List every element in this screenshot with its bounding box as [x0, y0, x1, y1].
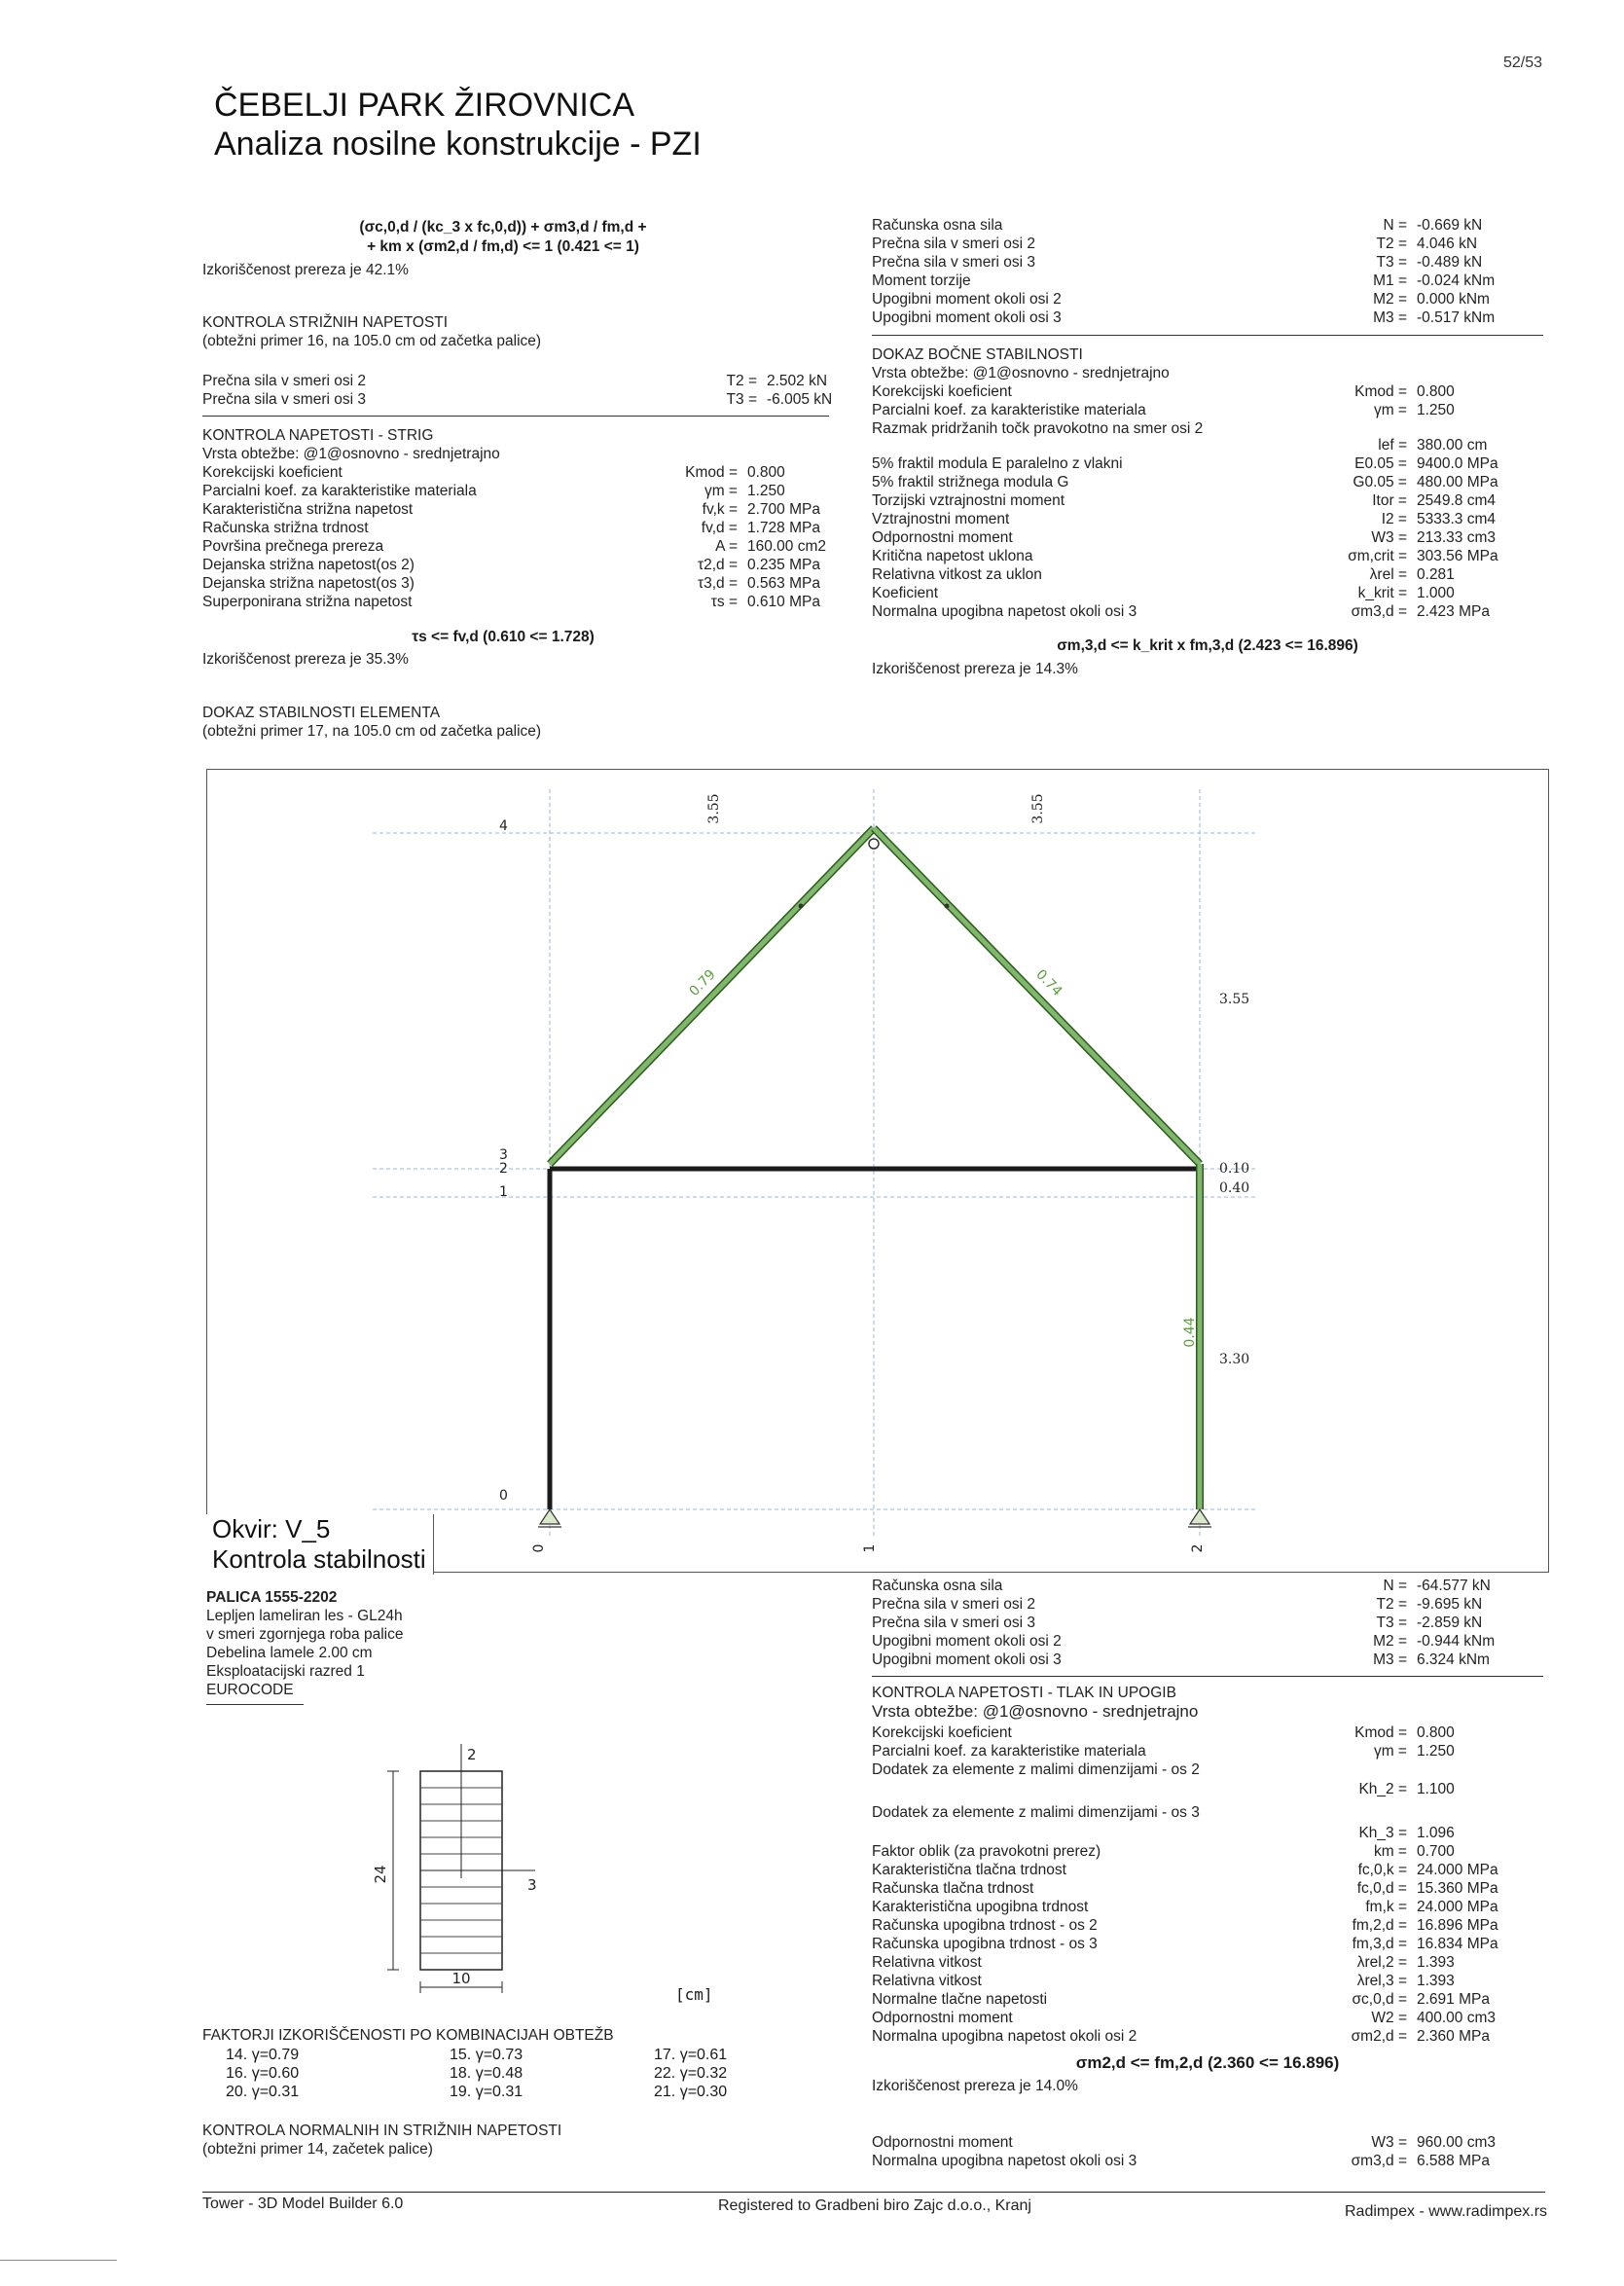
kv-value: 4.046 kN — [1417, 236, 1478, 252]
kv-value: 2.700 MPa — [747, 501, 820, 518]
factor-cell: 15. γ=0.73 — [450, 2047, 523, 2063]
kv-label: 5% fraktil modula E paralelno z vlakni — [872, 455, 1123, 472]
cross-section-svg — [370, 1732, 564, 2014]
kv-label: Karakteristična strižna napetost — [202, 501, 414, 518]
kv-symbol: λrel,3 = — [1356, 1973, 1407, 1989]
kv-label: Superponirana strižna napetost — [202, 594, 413, 610]
kv-label: Koeficient — [872, 585, 939, 601]
normal-check-title: KONTROLA NORMALNIH IN STRIŽNIH NAPETOSTI — [202, 2123, 562, 2139]
kv-symbol: I2 = — [1381, 511, 1407, 527]
kv-label: Prečna sila v smeri osi 3 — [872, 254, 1035, 271]
level-label: 4 — [499, 818, 508, 834]
kv-symbol: Itor = — [1372, 492, 1407, 509]
kv-value: 0.800 — [1417, 1724, 1455, 1741]
kv-symbol: T2 = — [1376, 236, 1407, 252]
kv-value: -0.024 kNm — [1417, 272, 1496, 289]
page-number: 52/53 — [1502, 54, 1542, 71]
footer-rule — [202, 2192, 1545, 2193]
kv-symbol: fm,3,d = — [1352, 1936, 1407, 1952]
kv-symbol: τ2,d = — [697, 557, 738, 573]
kv-label: Korekcijski koeficient — [872, 383, 1012, 400]
kv-symbol: fm,2,d = — [1352, 1917, 1407, 1934]
kv-value: 1.250 — [1417, 1743, 1455, 1760]
kv-value: 16.896 MPa — [1417, 1917, 1498, 1934]
stress-title: KONTROLA NAPETOSTI - STRIG — [202, 427, 434, 444]
shear-case: (obtežni primer 16, na 105.0 cm od začetka palice) — [202, 333, 542, 349]
kv-symbol: fv,d = — [701, 520, 738, 536]
kv-label: Relativna vitkost za uklon — [872, 566, 1042, 583]
combined-formula-line-2: + km x (σm2,d / fm,d) <= 1 (0.421 <= 1) — [367, 238, 639, 255]
factors-table — [226, 2046, 771, 2101]
kv-label: Parcialni koef. za karakteristike materiala — [202, 483, 477, 499]
kv-label: Odpornostni moment — [872, 529, 1013, 546]
kv-value: 0.610 MPa — [747, 594, 820, 610]
kv-symbol: Kmod = — [1354, 383, 1407, 400]
normal-check-section — [202, 2122, 561, 2159]
right-dim-label: 0.40 — [1219, 1180, 1250, 1196]
kv-label: Vztrajnostni moment — [872, 511, 1010, 527]
kv-symbol: N = — [1383, 1578, 1407, 1594]
kv-label: Parcialni koef. za karakteristike materiala — [872, 1743, 1146, 1760]
tlak-formula: σm2,d <= fm,2,d (2.360 <= 16.896) — [1075, 2053, 1340, 2072]
kv-value: 0.800 — [1417, 383, 1455, 400]
dodatek-2: Dodatek za elemente z malimi dimenzijami - os 2 — [872, 1761, 1200, 1778]
tlak-title: KONTROLA NAPETOSTI - TLAK IN UPOGIB — [872, 1685, 1176, 1701]
tlak-table-b — [872, 1842, 1524, 2046]
footer-right: Radimpex - www.radimpex.rs — [1345, 2203, 1548, 2220]
ridge-node — [869, 839, 879, 849]
stress-utilization: Izkoriščenost prereza je 35.3% — [202, 651, 409, 668]
divider — [872, 335, 1543, 336]
kv-symbol: γm = — [1373, 1743, 1407, 1760]
stability-section — [202, 704, 541, 741]
member-line: Debelina lamele 2.00 cm — [206, 1645, 373, 1661]
factor-cell: 22. γ=0.32 — [654, 2065, 728, 2082]
level-label: 1 — [499, 1184, 508, 1200]
kv-symbol: γm = — [1373, 402, 1407, 418]
frame-caption — [206, 1514, 434, 1575]
load-case: Vrsta obtežbe: @1@osnovno - srednjetrajno — [202, 446, 500, 462]
frame-title: Okvir: V_5 — [212, 1514, 331, 1543]
kv-value: 2549.8 cm4 — [1417, 492, 1496, 509]
kv-label: Torzijski vztrajnostni moment — [872, 492, 1065, 509]
kv-symbol: E0.05 = — [1354, 455, 1407, 472]
kv-symbol: T3 = — [1376, 254, 1407, 271]
left-support-icon — [540, 1509, 559, 1524]
factor-cell: 19. γ=0.31 — [450, 2084, 523, 2100]
tlak-section — [872, 1684, 1198, 1721]
kv-label: Prečna sila v smeri osi 2 — [202, 373, 366, 389]
kv-label: Računska strižna trdnost — [202, 520, 369, 536]
frame-svg — [207, 770, 1547, 1571]
frame-subtitle: Kontrola stabilnosti — [212, 1544, 426, 1574]
kv-label: Dejanska strižna napetost(os 2) — [202, 557, 415, 573]
kv-value: 303.56 MPa — [1417, 548, 1498, 564]
right-rafter — [874, 828, 1200, 1164]
lateral-table-a — [872, 382, 1514, 438]
right-support-icon — [1190, 1509, 1209, 1524]
kh2-row — [872, 1780, 1524, 1798]
kv-value: 1.000 — [1417, 585, 1455, 601]
node-dot — [799, 904, 804, 909]
kv-symbol: fm,k = — [1365, 1899, 1407, 1915]
kv-value: -2.859 kN — [1417, 1615, 1483, 1631]
lateral-formula: σm,3,d <= k_krit x fm,3,d (2.423 <= 16.896) — [1057, 637, 1358, 654]
kv-value: 24.000 MPa — [1417, 1899, 1498, 1915]
kv-symbol: Kmod = — [1354, 1724, 1407, 1741]
tlak-table-a — [872, 1724, 1524, 1760]
kv-value: 16.834 MPa — [1417, 1936, 1498, 1952]
kh3-row — [872, 1824, 1524, 1842]
kv-value: 380.00 cm — [1417, 437, 1488, 454]
factor-cell: 20. γ=0.31 — [226, 2084, 300, 2100]
kv-value: 24.000 MPa — [1417, 1862, 1498, 1878]
kv-symbol: σm,crit = — [1348, 548, 1407, 564]
level-label: 2 — [499, 1161, 508, 1177]
member-line: EUROCODE — [206, 1682, 294, 1698]
right-forces-table — [872, 216, 1514, 327]
divider — [202, 416, 829, 417]
footer-center: Registered to Gradbeni biro Zajc d.o.o., Kranj — [718, 2197, 1031, 2214]
scan-mark — [0, 2260, 117, 2261]
kv-value: 6.588 MPa — [1417, 2153, 1490, 2169]
kv-symbol: τs = — [710, 594, 738, 610]
factor-cell: 14. γ=0.79 — [226, 2047, 300, 2063]
kv-value: 1.393 — [1417, 1954, 1455, 1971]
kv-symbol: Kmod = — [685, 464, 738, 481]
kv-value: 0.235 MPa — [747, 557, 820, 573]
lateral-table-b — [872, 454, 1514, 621]
load-case: Vrsta obtežbe: @1@osnovno - srednjetrajno — [872, 365, 1170, 381]
kv-symbol: τ3,d = — [697, 575, 738, 592]
kv-symbol: λrel,2 = — [1356, 1954, 1407, 1971]
kv-label: Odpornostni moment — [872, 2010, 1013, 2026]
kv-value: 5333.3 cm4 — [1417, 511, 1496, 527]
kv-value: 9400.0 MPa — [1417, 455, 1498, 472]
kv-label: Relativna vitkost — [872, 1954, 982, 1971]
kv-symbol: W3 = — [1371, 2134, 1407, 2151]
level-label: 0 — [499, 1488, 508, 1504]
node-dot — [945, 904, 950, 909]
kv-value: 480.00 MPa — [1417, 474, 1498, 490]
kv-value: 0.000 kNm — [1417, 291, 1490, 308]
factor-cell: 21. γ=0.30 — [654, 2084, 728, 2100]
kv-label: Upogibni moment okoli osi 3 — [872, 309, 1062, 326]
kv-label: Prečna sila v smeri osi 3 — [872, 1615, 1035, 1631]
stability-title: DOKAZ STABILNOSTI ELEMENTA — [202, 705, 441, 721]
dodatek-3: Dodatek za elemente z malimi dimenzijami - os 3 — [872, 1804, 1200, 1821]
member-value-label: 0.44 — [1182, 1317, 1198, 1348]
tlak-table-c — [872, 2133, 1524, 2170]
kv-value: 1.096 — [1417, 1825, 1455, 1841]
kv-symbol: Kh_2 = — [1358, 1781, 1407, 1797]
cross-section-drawing — [370, 1732, 564, 2014]
load-case: Vrsta obtežbe: @1@osnovno - srednjetrajno — [872, 1702, 1199, 1721]
section-width-label: 10 — [451, 1970, 471, 1987]
kv-symbol: lef = — [1378, 437, 1407, 454]
kv-symbol: M2 = — [1373, 1633, 1407, 1650]
kv-value: 15.360 MPa — [1417, 1880, 1498, 1897]
shear-section — [202, 313, 541, 350]
normal-check-case: (obtežni primer 14, začetek palice) — [202, 2141, 433, 2158]
member-value-label: 0.74 — [1032, 966, 1065, 999]
factor-cell: 16. γ=0.60 — [226, 2065, 300, 2082]
kv-value: 0.700 — [1417, 1843, 1455, 1860]
lef-row — [872, 436, 1514, 454]
kv-symbol: σm3,d = — [1351, 2153, 1407, 2169]
kv-symbol: G0.05 = — [1353, 474, 1407, 490]
utilization-text: Izkoriščenost prereza je 42.1% — [202, 262, 409, 278]
kv-label: Razmak pridržanih točk pravokotno na smer osi 2 — [872, 420, 1204, 437]
member-line: v smeri zgornjega roba palice — [206, 1626, 404, 1643]
kv-label: Prečna sila v smeri osi 2 — [872, 1596, 1035, 1613]
kv-label: Normalna upogibna napetost okoli osi 3 — [872, 2153, 1137, 2169]
kv-label: Računska osna sila — [872, 217, 1003, 234]
section-height-label: 24 — [372, 1865, 389, 1884]
kv-value: 1.728 MPa — [747, 520, 820, 536]
member-value-label: 0.79 — [686, 966, 719, 999]
kv-symbol: k_krit = — [1357, 585, 1407, 601]
axis-3-label: 3 — [527, 1876, 537, 1894]
top-dim-label: 3.55 — [706, 793, 722, 824]
kv-symbol: σm2,d = — [1351, 2028, 1407, 2045]
kv-value: -64.577 kN — [1417, 1578, 1491, 1594]
member-line: Eksploatacijski razred 1 — [206, 1663, 365, 1680]
kv-label: Karakteristična upogibna trdnost — [872, 1899, 1089, 1915]
kv-symbol: σc,0,d = — [1352, 1991, 1407, 2008]
kv-value: 6.324 kNm — [1417, 1651, 1490, 1668]
stability-case: (obtežni primer 17, na 105.0 cm od začetka palice) — [202, 723, 542, 740]
member-line: Lepljen lameliran les - GL24h — [206, 1608, 403, 1624]
kv-value: 2.423 MPa — [1417, 603, 1490, 620]
stress-formula: τs <= fv,d (0.610 <= 1.728) — [412, 629, 595, 645]
kv-value: -0.944 kNm — [1417, 1633, 1496, 1650]
stress-section — [202, 426, 500, 463]
kv-symbol: T3 = — [726, 391, 757, 408]
kv-value: 2.691 MPa — [1417, 1991, 1490, 2008]
kv-value: 0.281 — [1417, 566, 1455, 583]
kv-value: 2.360 MPa — [1417, 2028, 1490, 2045]
kv-label: Odpornostni moment — [872, 2134, 1013, 2151]
right-dim-label: 3.55 — [1219, 992, 1250, 1007]
kv-symbol: M3 = — [1373, 1651, 1407, 1668]
kv-value: 2.502 kN — [767, 373, 828, 389]
document-title — [214, 86, 702, 163]
kv-label: Normalna upogibna napetost okoli osi 3 — [872, 603, 1137, 620]
kv-symbol: M3 = — [1373, 309, 1407, 326]
kv-label: Relativna vitkost — [872, 1973, 982, 1989]
bottom-forces-table — [872, 1577, 1524, 1669]
top-dim-label: 3.55 — [1030, 793, 1046, 824]
unit-label: [cm] — [675, 1985, 713, 2004]
kv-value: 213.33 cm3 — [1417, 529, 1496, 546]
kv-label: 5% fraktil strižnega modula G — [872, 474, 1069, 490]
kv-value: 0.800 — [747, 464, 785, 481]
lateral-title: DOKAZ BOČNE STABILNOSTI — [872, 346, 1083, 363]
kv-label: Kritična napetost uklona — [872, 548, 1033, 564]
kv-label: Karakteristična tlačna trdnost — [872, 1862, 1066, 1878]
footer-left: Tower - 3D Model Builder 6.0 — [202, 2195, 404, 2212]
kv-label: Parcialni koef. za karakteristike materiala — [872, 402, 1146, 418]
kv-label: Normalna upogibna napetost okoli osi 2 — [872, 2028, 1137, 2045]
member-info — [206, 1588, 403, 1699]
kv-label: Površina prečnega prereza — [202, 538, 384, 555]
kv-symbol: T2 = — [726, 373, 757, 389]
left-rafter — [550, 828, 874, 1164]
title-line-2: Analiza nosilne konstrukcije - PZI — [214, 126, 702, 163]
kv-symbol: fc,0,k = — [1357, 1862, 1407, 1878]
kv-value: -0.517 kNm — [1417, 309, 1496, 326]
kv-symbol: km = — [1373, 1843, 1407, 1860]
kv-label: Prečna sila v smeri osi 2 — [872, 236, 1035, 252]
kv-value: -6.005 kN — [767, 391, 833, 408]
stress-table — [202, 463, 835, 611]
kv-label: Faktor oblik (za pravokotni prerez) — [872, 1843, 1101, 1860]
kv-symbol: M2 = — [1373, 291, 1407, 308]
kv-label: Računska upogibna trdnost - os 2 — [872, 1917, 1098, 1934]
kv-label: Korekcijski koeficient — [872, 1724, 1012, 1741]
kv-symbol: Kh_3 = — [1358, 1825, 1407, 1841]
kv-symbol: T2 = — [1376, 1596, 1407, 1613]
kv-value: 1.250 — [747, 483, 785, 499]
kv-label: Dejanska strižna napetost(os 3) — [202, 575, 415, 592]
kv-label: Računska osna sila — [872, 1578, 1003, 1594]
kv-symbol: γm = — [704, 483, 738, 499]
factor-cell: 18. γ=0.48 — [450, 2065, 523, 2082]
kv-symbol: W3 = — [1371, 529, 1407, 546]
kv-label: Normalne tlačne napetosti — [872, 1991, 1048, 2008]
tlak-utilization: Izkoriščenost prereza je 14.0% — [872, 2078, 1078, 2094]
right-dim-label: 3.30 — [1219, 1352, 1250, 1367]
kv-label: Upogibni moment okoli osi 3 — [872, 1651, 1062, 1668]
axis-label: 0 — [531, 1543, 547, 1553]
kv-label: Upogibni moment okoli osi 2 — [872, 1633, 1062, 1650]
kv-label: Računska upogibna trdnost - os 3 — [872, 1936, 1098, 1952]
lateral-utilization: Izkoriščenost prereza je 14.3% — [872, 661, 1078, 677]
combined-formula-line-1: (σc,0,d / (kc_3 x fc,0,d)) + σm3,d / fm,d + — [359, 219, 647, 236]
kv-value: 1.393 — [1417, 1973, 1455, 1989]
kv-symbol: M1 = — [1373, 272, 1407, 289]
shear-forces-table — [202, 372, 845, 409]
kv-label: Upogibni moment okoli osi 2 — [872, 291, 1062, 308]
kv-label: Moment torzije — [872, 272, 971, 289]
kv-symbol: λrel = — [1369, 566, 1407, 583]
kv-label: Korekcijski koeficient — [202, 464, 343, 481]
kv-symbol: σm3,d = — [1351, 603, 1407, 620]
kv-value: -0.489 kN — [1417, 254, 1483, 271]
lateral-section — [872, 345, 1170, 382]
factors-title: FAKTORJI IZKORIŠČENOSTI PO KOMBINACIJAH OBTEŽB — [202, 2027, 614, 2044]
kv-value: -9.695 kN — [1417, 1596, 1483, 1613]
frame-diagram — [206, 769, 1549, 1573]
divider — [206, 1704, 304, 1705]
axis-2-label: 2 — [467, 1746, 477, 1763]
kv-symbol: fc,0,d = — [1356, 1880, 1407, 1897]
axis-label: 1 — [862, 1543, 878, 1553]
kv-symbol: N = — [1383, 217, 1407, 234]
kv-label: Prečna sila v smeri osi 3 — [202, 391, 366, 408]
kv-value: 960.00 cm3 — [1417, 2134, 1496, 2151]
kv-value: 160.00 cm2 — [747, 538, 826, 555]
kv-value: 0.563 MPa — [747, 575, 820, 592]
factor-cell: 17. γ=0.61 — [654, 2047, 728, 2063]
kv-value: 1.100 — [1417, 1781, 1455, 1797]
kv-symbol: T3 = — [1376, 1615, 1407, 1631]
shear-title: KONTROLA STRIŽNIH NAPETOSTI — [202, 314, 449, 331]
member-name: PALICA 1555-2202 — [206, 1589, 338, 1606]
right-dim-label: 0.10 — [1219, 1161, 1250, 1177]
kv-symbol: fv,k = — [702, 501, 738, 518]
level-label: 3 — [499, 1147, 508, 1163]
kv-value: -0.669 kN — [1417, 217, 1483, 234]
axis-label: 2 — [1190, 1543, 1206, 1553]
kv-value: 400.00 cm3 — [1417, 2010, 1496, 2026]
kv-label: Računska tlačna trdnost — [872, 1880, 1034, 1897]
kv-value: 1.250 — [1417, 402, 1455, 418]
kv-symbol: W2 = — [1371, 2010, 1407, 2026]
title-line-1: ČEBELJI PARK ŽIROVNICA — [214, 87, 635, 124]
divider — [872, 1676, 1543, 1677]
kv-symbol: A = — [715, 538, 738, 555]
